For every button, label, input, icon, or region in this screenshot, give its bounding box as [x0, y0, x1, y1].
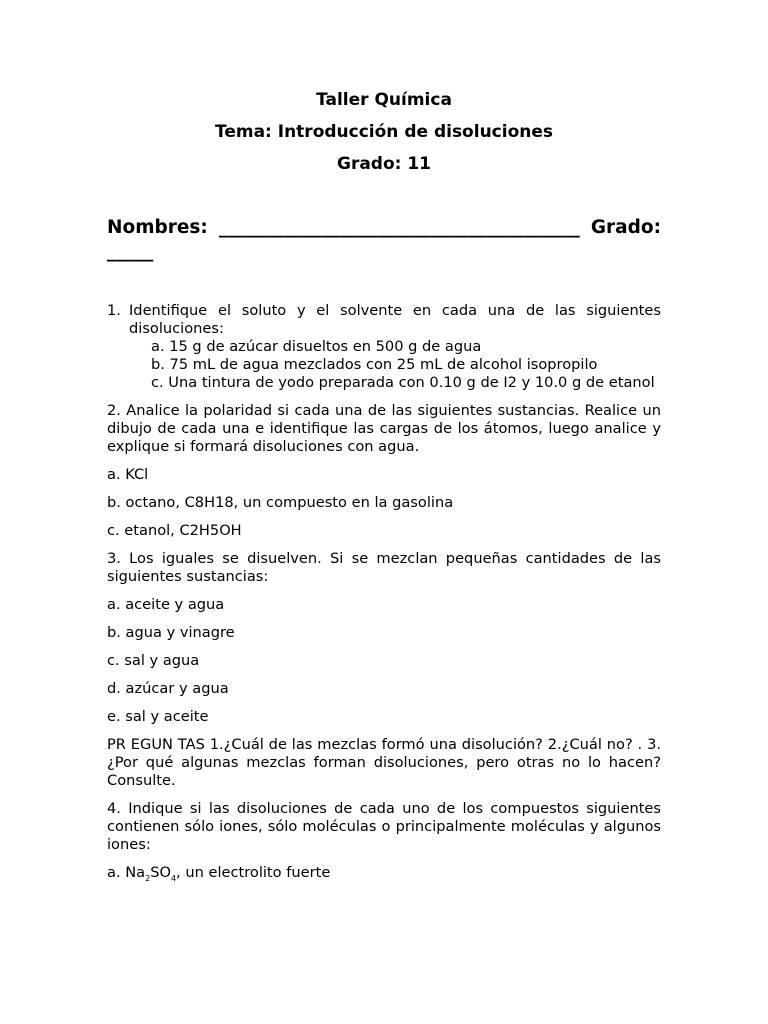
document-grade: Grado: 11 [336, 154, 432, 174]
question-1-number: 1. [107, 302, 121, 319]
question-1-item-a: a. 15 g de azúcar disueltos en 500 g de agua [151, 338, 482, 355]
question-3-item-b: b. agua y vinagre [107, 624, 235, 641]
document-header [0, 90, 768, 186]
question-3-item-a: a. aceite y agua [107, 596, 225, 613]
question-3-item-d: d. azúcar y agua [107, 680, 229, 697]
question-3-item-e: e. sal y aceite [107, 708, 209, 725]
names-line: Nombres: _______________________________________ Grado: _____ [107, 217, 661, 262]
question-2-text: 2. Analice la polaridad si cada una de las siguientes sustancias. Realice un dibujo de cada una e identifique las cargas de los átomos, luego analice y explique si formará disoluciones con agua. [107, 402, 661, 455]
document-title: Taller Química [316, 90, 452, 110]
question-3-item-c: c. sal y agua [107, 652, 200, 669]
question-1-item-c: c. Una tintura de yodo preparada con 0.10 g de I2 y 10.0 g de etanol [151, 374, 655, 391]
question-1-text: Identifique el soluto y el solvente en cada una de las siguientes disoluciones: [129, 302, 661, 337]
question-4-item-a: a. $Na_2SO_4$, un electrolito fuerte [107, 864, 331, 883]
question-3-text: 3. Los iguales se disuelven. Si se mezclan pequeñas cantidades de las siguientes sustancias: [107, 550, 661, 585]
question-1-item-b: b. 75 mL de agua mezclados con 25 mL de alcohol isopropilo [151, 356, 598, 373]
question-2-item-a: a. KCl [107, 466, 149, 483]
question-2-item-c: c. etanol, C2H5OH [107, 522, 242, 539]
question-4-text: 4. Indique si las disoluciones de cada uno de los compuestos siguientes contienen sólo iones, sólo moléculas o principalmente moléculas y algunos iones: [107, 800, 661, 853]
question-2-item-b: b. octano, C8H18, un compuesto en la gasolina [107, 494, 454, 511]
preguntas-text: PR EGUN TAS 1.¿Cuál de las mezclas formó una disolución? 2.¿Cuál no? . 3.¿Por qué algunas mezclas forman disoluciones, pero otras no lo hacen? Consulte. [107, 736, 661, 789]
document-topic: Tema: Introducción de disoluciones [214, 122, 554, 142]
document-body [107, 302, 661, 892]
question-1 [107, 302, 661, 392]
